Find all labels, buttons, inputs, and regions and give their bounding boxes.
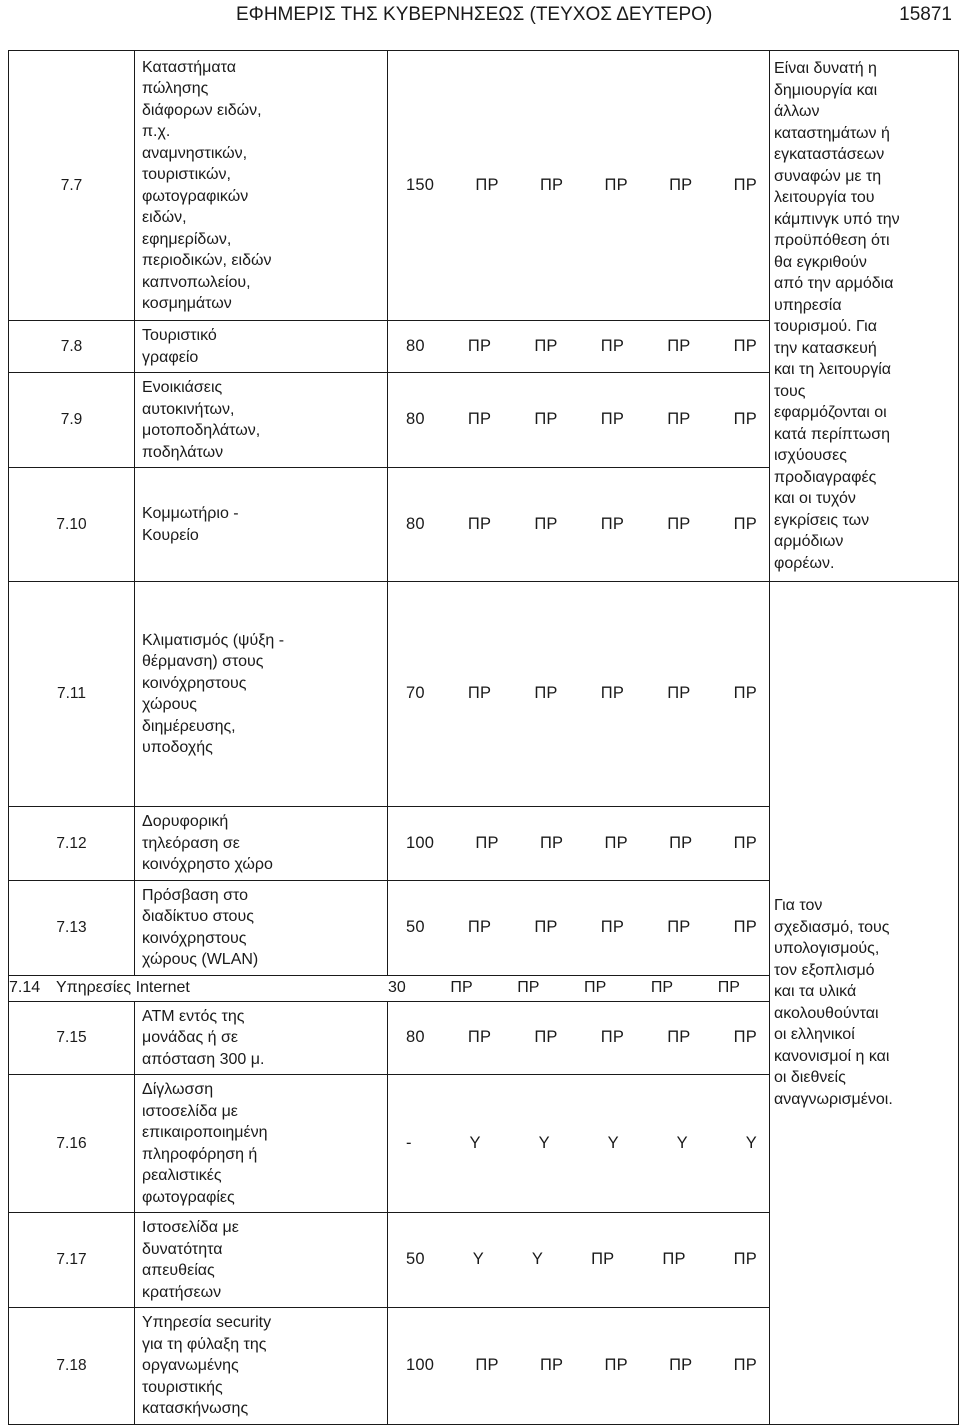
text-line: κοινόχρηστους (142, 929, 247, 947)
row-code (9, 51, 135, 321)
text-line: πώλησης (142, 80, 209, 97)
text-line: Ιστοσελίδα με (142, 1219, 239, 1236)
value-cell: ΠΡ (604, 833, 628, 852)
value-cell: ΠΡ (539, 175, 564, 194)
text-line: από την αρμόδια (774, 275, 894, 292)
text-line: εφαρμόζονται οι (774, 404, 887, 421)
text-line: εγκαταστάσεων (774, 146, 885, 163)
row-code (9, 373, 135, 468)
row-code (9, 880, 135, 975)
value-cell: ΠΡ (667, 684, 691, 703)
row-values-list (406, 833, 757, 855)
value-cell: ΠΡ (733, 1356, 757, 1374)
text-line: χώρους (142, 696, 197, 713)
text-line: π.χ. (142, 123, 171, 140)
row-code (9, 321, 135, 373)
value-cell: ΠΡ (539, 833, 564, 852)
text-line: διημέρευσης, (142, 717, 236, 735)
text-line: εφημερίδων, (142, 230, 232, 248)
row-values (388, 1075, 770, 1213)
text-line: κανονισμοί η και (774, 1047, 890, 1065)
text-line: Για τον (774, 897, 823, 915)
row-description (135, 582, 388, 807)
row-values-list (406, 336, 757, 358)
text-line: ρεαλιστικές (142, 1167, 222, 1184)
row-values (388, 373, 770, 468)
value-cell: Υ (531, 1250, 544, 1269)
row-description (135, 373, 388, 468)
text-line: καταστημάτων ή (774, 124, 890, 142)
table-row (9, 51, 959, 321)
value-cell: ΠΡ (669, 175, 693, 194)
value-cell: ΠΡ (733, 684, 757, 703)
text-line: κάμπινγκ υπό την (774, 210, 900, 228)
row-code-text: 7.16 (56, 1134, 87, 1152)
row-code-text: 7.15 (56, 1029, 87, 1046)
row-code-text: 7.13 (56, 918, 87, 936)
text-line: οι διεθνείς (774, 1069, 846, 1087)
text-line: απευθείας (142, 1262, 215, 1279)
value-cell: ΠΡ (733, 410, 757, 429)
value-cell: 70 (406, 684, 425, 703)
text-line: προϋπόθεση ότι (774, 232, 890, 249)
value-cell: 80 (406, 514, 425, 533)
text-line: τουρισμού. Για (774, 318, 877, 335)
text-line: τους (774, 382, 806, 400)
row-values (388, 807, 770, 881)
value-cell: ΠΡ (467, 410, 492, 429)
text-line: συναφών με τη (774, 167, 882, 185)
value-cell: 100 (406, 1356, 435, 1374)
row-code-text: 7.9 (60, 411, 83, 429)
text-line: και τη λειτουργία (774, 361, 892, 378)
text-line: εγκρίσεις των (774, 511, 870, 529)
row-description (135, 468, 388, 582)
note-design-standards (770, 582, 959, 1425)
text-line: οργανωμένης (142, 1357, 239, 1374)
text-line: την κατασκευή (774, 339, 877, 357)
text-line: για τη φύλαξη της (142, 1335, 267, 1353)
row-code-text: 7.14 (9, 979, 41, 997)
value-cell: 80 (406, 1028, 425, 1046)
text-line: υπολογισμούς, (774, 940, 880, 958)
value-cell: ΠΡ (534, 410, 558, 429)
value-cell: Υ (538, 1133, 550, 1152)
value-cell: ΠΡ (534, 514, 558, 533)
row-description (135, 321, 388, 373)
row-code-text: 7.12 (56, 834, 87, 852)
row-description (135, 1213, 388, 1308)
value-cell: ΠΡ (662, 1250, 686, 1269)
value-cell: ΠΡ (600, 336, 625, 355)
text-line: κατασκήνωσης (142, 1400, 249, 1417)
row-code-text: 7.17 (56, 1251, 87, 1269)
value-cell: ΠΡ (733, 1250, 757, 1269)
value-cell: Υ (676, 1133, 688, 1152)
row-description-text: Υπηρεσίες Internet (56, 979, 190, 997)
value-cell: ΠΡ (669, 1356, 693, 1374)
row-code-text: 7.8 (60, 337, 83, 355)
value-cell: 50 (406, 1250, 425, 1269)
text-line: Κομμωτήριο - (142, 505, 239, 522)
value-cell: ΠΡ (650, 979, 674, 997)
value-cell: ΠΡ (600, 514, 625, 533)
text-line: φωτογραφικών (142, 187, 249, 205)
text-line: κοινόχρηστο χώρο (142, 856, 273, 873)
value-cell: ΠΡ (534, 684, 558, 703)
value-cell: ΠΡ (669, 833, 693, 852)
value-cell: 30 (388, 979, 406, 997)
value-cell: ΠΡ (604, 175, 628, 194)
row-values-list (388, 977, 752, 999)
text-line: Δορυφορική (142, 813, 229, 830)
row-description (135, 807, 388, 881)
text-line: διαδίκτυο στους (142, 908, 254, 925)
row-values-list (406, 1133, 757, 1155)
text-line: ΑΤΜ εντός της (142, 1007, 245, 1025)
text-line: γραφείο (142, 348, 199, 366)
page-number: 15871 (899, 4, 952, 25)
text-line: Τουριστικό (142, 327, 217, 344)
text-line: Καταστήματα (142, 58, 236, 76)
row-code (9, 582, 135, 807)
row-values (388, 51, 770, 321)
text-line: αναμνηστικών, (142, 144, 248, 162)
value-cell: ΠΡ (475, 833, 499, 852)
value-cell: ΠΡ (604, 1356, 628, 1374)
value-cell: ΠΡ (600, 410, 625, 429)
text-line: αναγνωρισμένοι. (774, 1090, 893, 1108)
text-line: και τα υλικά (774, 983, 857, 1001)
text-line: ιστοσελίδα με (142, 1102, 238, 1120)
row-values (388, 582, 770, 807)
value-cell: ΠΡ (733, 917, 757, 936)
value-cell: ΠΡ (467, 1028, 492, 1046)
value-cell: ΠΡ (733, 1028, 757, 1046)
value-cell: ΠΡ (534, 336, 558, 355)
text-line: ποδηλάτων (142, 443, 224, 461)
value-cell: ΠΡ (667, 336, 691, 355)
value-cell: ΠΡ (667, 410, 691, 429)
row-values-list (406, 514, 757, 536)
text-line: φωτογραφίες (142, 1188, 235, 1206)
text-line: τον εξοπλισμό (774, 961, 875, 979)
text-line: θα εγκριθούν (774, 253, 867, 271)
row-values (388, 1001, 770, 1075)
row-code (9, 1001, 135, 1075)
table-row (9, 582, 959, 807)
row-merged (9, 975, 770, 1001)
value-cell: ΠΡ (667, 514, 691, 533)
text-line: κοινόχρηστους (142, 674, 247, 692)
page-header (0, 0, 960, 32)
text-line: Πρόσβαση στο (142, 886, 248, 904)
note-additional-shops (770, 51, 959, 582)
text-line: επικαιροποιημένη (142, 1124, 268, 1141)
row-values-list (406, 917, 757, 939)
value-cell: ΠΡ (517, 979, 540, 997)
text-line: περιοδικών, ειδών (142, 252, 272, 269)
row-values (388, 1213, 770, 1308)
row-values-list (406, 683, 757, 705)
text-line: φορέων. (774, 554, 835, 572)
value-cell: ΠΡ (475, 1356, 499, 1374)
row-code (9, 1308, 135, 1425)
row-code (9, 807, 135, 881)
text-line: κατά περίπτωση (774, 425, 891, 443)
row-description (135, 1075, 388, 1213)
row-values-list (406, 1355, 757, 1377)
value-cell: ΠΡ (733, 336, 757, 355)
text-line: κοσμημάτων (142, 295, 232, 312)
text-line: ακολουθούνται (774, 1004, 879, 1022)
row-values (388, 880, 770, 975)
row-values-list (406, 1249, 757, 1271)
value-cell: ΠΡ (467, 514, 492, 533)
text-line: μοτοποδηλάτων, (142, 422, 261, 439)
value-cell: ΠΡ (534, 1028, 558, 1046)
text-line: δυνατότητα (142, 1240, 223, 1258)
value-cell: ΠΡ (667, 1028, 691, 1046)
text-line: τουριστικών, (142, 166, 231, 183)
value-cell: ΠΡ (733, 833, 757, 852)
text-line: ειδών, (142, 209, 187, 226)
value-cell: ΠΡ (534, 917, 558, 936)
text-line: υποδοχής (142, 739, 213, 756)
text-line: τηλεόραση σε (142, 834, 240, 852)
value-cell: ΠΡ (450, 979, 473, 997)
text-line: καπνοπωλείου, (142, 273, 251, 291)
text-line: ισχύουσες (774, 447, 847, 464)
value-cell: ΠΡ (600, 684, 625, 703)
text-line: θέρμανση) στους (142, 653, 264, 670)
value-cell: ΠΡ (733, 175, 757, 194)
row-code-text: 7.10 (56, 515, 87, 533)
value-cell: ΠΡ (467, 684, 492, 703)
text-line: άλλων (774, 103, 820, 120)
text-line: απόσταση 300 μ. (142, 1050, 265, 1068)
row-code (9, 468, 135, 582)
value-cell: Υ (607, 1133, 619, 1152)
value-cell: ΠΡ (467, 917, 492, 936)
value-cell: ΠΡ (717, 979, 740, 997)
text-line: Κλιματισμός (ψύξη - (142, 631, 285, 649)
row-values (388, 321, 770, 373)
value-cell: Υ (469, 1133, 481, 1152)
row-code (9, 1213, 135, 1308)
value-cell: 150 (406, 175, 435, 194)
value-cell: Υ (745, 1133, 757, 1152)
text-line: Είναι δυνατή η (774, 60, 877, 77)
text-line: Ενοικιάσεις (142, 379, 223, 396)
text-line: Δίγλωσση (142, 1081, 214, 1098)
text-line: Κουρείο (142, 526, 199, 544)
row-code-text: 7.18 (56, 1357, 87, 1374)
row-values-list (406, 1027, 757, 1049)
text-line: αρμόδιων (774, 533, 844, 550)
value-cell: 80 (406, 410, 425, 429)
row-values (388, 468, 770, 582)
text-line: αυτοκινήτων, (142, 400, 235, 418)
row-description (135, 1308, 388, 1425)
row-description (135, 880, 388, 975)
value-cell: ΠΡ (467, 336, 492, 355)
text-line: και οι τυχόν (774, 490, 856, 507)
facilities-table (8, 50, 959, 1425)
value-cell: ΠΡ (475, 175, 499, 194)
gazette-title: ΕΦΗΜΕΡΙΣ ΤΗΣ ΚΥΒΕΡΝΗΣΕΩΣ (ΤΕΥΧΟΣ ΔΕΥΤΕΡΟ) (236, 4, 713, 25)
text-line: διάφορων ειδών, (142, 101, 262, 119)
text-line: πληροφόρηση ή (142, 1145, 258, 1163)
value-cell: ΠΡ (539, 1356, 564, 1374)
row-description (135, 51, 388, 321)
value-cell: ΠΡ (600, 1028, 625, 1046)
value-cell: 50 (406, 917, 425, 936)
value-cell: ΠΡ (591, 1250, 615, 1269)
row-code (9, 1075, 135, 1213)
value-cell: ΠΡ (584, 979, 607, 997)
text-line: τουριστικής (142, 1378, 223, 1396)
text-line: υπηρεσία (774, 296, 842, 314)
text-line: κρατήσεων (142, 1283, 222, 1301)
table-body (9, 51, 959, 1425)
text-line: χώρους (WLAN) (142, 951, 259, 968)
value-cell: Υ (472, 1250, 484, 1269)
text-line: λειτουργία του (774, 189, 875, 206)
row-values (388, 1308, 770, 1425)
text-line: δημιουργία και (774, 81, 878, 99)
merged-row-content (9, 976, 769, 1000)
row-values-list (406, 175, 757, 197)
value-cell: - (406, 1133, 412, 1152)
row-code-text: 7.11 (56, 685, 87, 703)
value-cell: 80 (406, 336, 425, 355)
text-line: σχεδιασμό, τους (774, 918, 890, 936)
row-description (135, 1001, 388, 1075)
value-cell: ΠΡ (667, 917, 691, 936)
value-cell: 100 (406, 833, 435, 852)
value-cell: ΠΡ (733, 514, 757, 533)
text-line: Υπηρεσία security (142, 1314, 272, 1331)
text-line: προδιαγραφές (774, 468, 877, 486)
value-cell: ΠΡ (600, 917, 625, 936)
row-values-list (406, 409, 757, 431)
row-code-text: 7.7 (60, 176, 83, 194)
text-line: μονάδας ή σε (142, 1029, 239, 1046)
text-line: οι ελληνικοί (774, 1026, 855, 1044)
